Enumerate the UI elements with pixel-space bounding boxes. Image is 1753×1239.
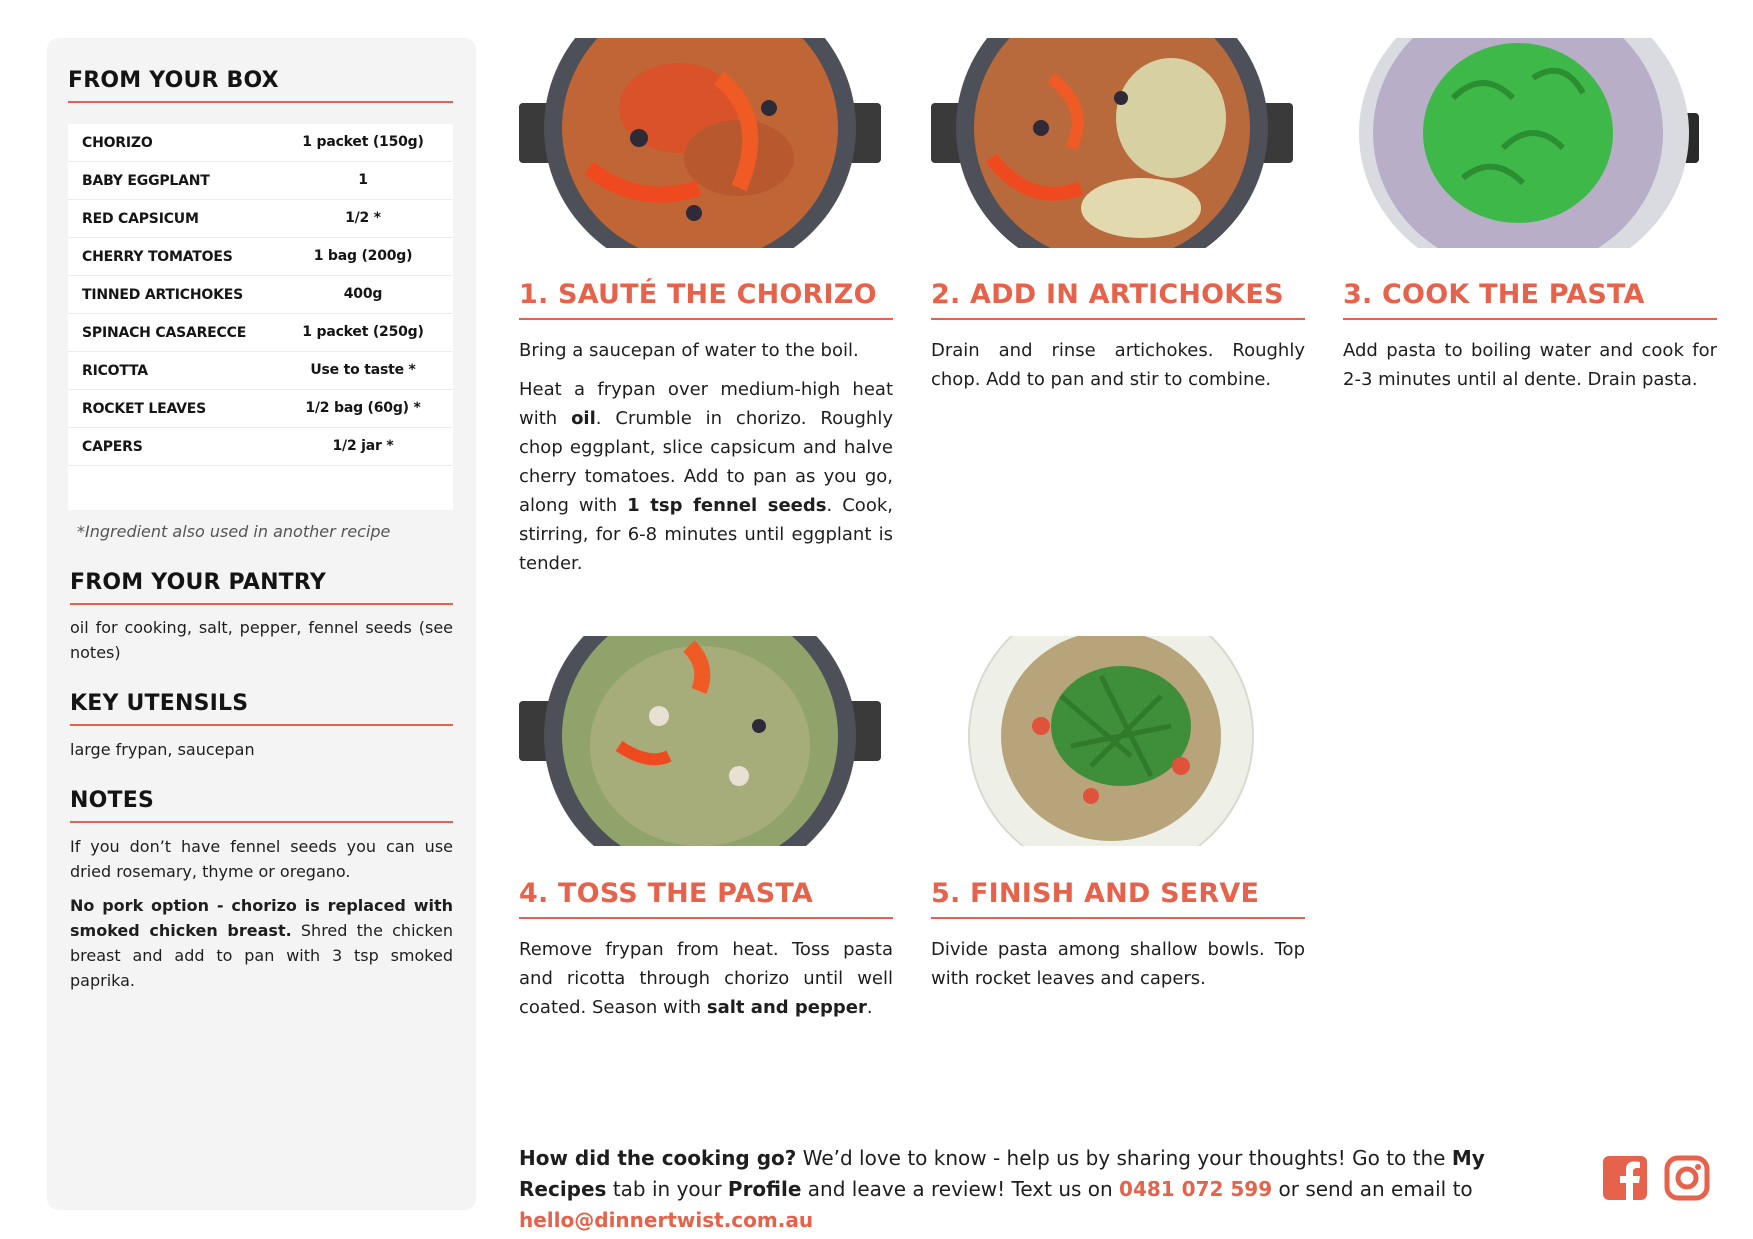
ingredients-panel: [47, 38, 476, 1210]
ingredient-qty: 400g: [343, 286, 383, 302]
step-bold-text: 1 tsp fennel seeds: [627, 495, 827, 516]
utensils-text: large frypan, saucepan: [70, 740, 255, 759]
step-1-text-1: Bring a saucepan of water to the boil.: [519, 340, 859, 361]
footer-text: or send an email to: [1272, 1177, 1473, 1201]
notes-rest-text: Shred the chicken breast and add to pan with 3 tsp smoked paprika.: [70, 921, 453, 990]
step-1-text-2: [519, 375, 893, 578]
step-4-title: 4. TOSS THE PASTA: [519, 878, 893, 919]
footer-text: We’d love to know - help us by sharing your thoughts! Go to the: [796, 1146, 1452, 1170]
ingredient-qty: 1: [358, 172, 368, 188]
ingredient-name: TINNED ARTICHOKES: [82, 287, 243, 303]
step-5-photo: [931, 636, 1293, 846]
ingredient-qty: 1 packet (250g): [302, 324, 424, 340]
ingredient-qty: Use to taste *: [310, 362, 416, 378]
footer-text: tab in your: [606, 1177, 728, 1201]
step-bold-text: oil: [571, 408, 596, 429]
step-1-photo: [519, 38, 881, 248]
box-section-title: FROM YOUR BOX: [68, 68, 453, 103]
step-1-body: [519, 336, 893, 588]
ingredient-name: RED CAPSICUM: [82, 211, 199, 227]
ingredient-row: [68, 200, 453, 238]
step-3-text: Add pasta to boiling water and cook for 2-3 minutes until al dente. Drain pasta.: [1343, 340, 1717, 390]
step-1-title: 1. SAUTÉ THE CHORIZO: [519, 279, 893, 320]
ingredient-name: ROCKET LEAVES: [82, 401, 207, 417]
step-4-text: [519, 935, 893, 1022]
notes-text-2: [70, 893, 453, 993]
phone-number-link[interactable]: 0481 072 599: [1119, 1177, 1273, 1201]
notes-text-1: If you don’t have fennel seeds you can use dried rosemary, thyme or oregano.: [70, 837, 453, 881]
ingredient-row: [68, 428, 453, 466]
step-5-body: [931, 935, 1305, 1003]
step-bold-text: salt and pepper: [706, 997, 867, 1018]
step-4-photo: [519, 636, 881, 846]
ingredient-row: [68, 162, 453, 200]
footer-text: and leave a review! Text us on: [801, 1177, 1120, 1201]
ingredient-row: [68, 314, 453, 352]
step-text: . Crumble in chorizo. Roughly chop eggplant, slice capsicum and halve cherry tomatoes. Add to pan as you go, along with: [519, 408, 893, 516]
step-3-photo: [1343, 38, 1705, 248]
ingredient-qty: 1/2 jar *: [332, 438, 394, 454]
utensils-section-title: KEY UTENSILS: [70, 691, 453, 726]
step-2-title: 2. ADD IN ARTICHOKES: [931, 279, 1305, 320]
step-2-text: Drain and rinse artichokes. Roughly chop. Add to pan and stir to combine.: [931, 340, 1305, 390]
feedback-footer: [519, 1143, 1579, 1236]
ingredients-table: [68, 124, 453, 510]
notes-section-title: NOTES: [70, 788, 453, 823]
ingredient-qty: 1 bag (200g): [313, 248, 413, 264]
step-5-text: Divide pasta among shallow bowls. Top with rocket leaves and capers.: [931, 939, 1305, 989]
step-4-body: [519, 935, 893, 1032]
ingredient-row: [68, 352, 453, 390]
notes-bold-text: No pork option - chorizo is replaced with smoked chicken breast.: [70, 896, 453, 940]
ingredient-qty: 1/2 bag (60g) *: [305, 400, 421, 416]
ingredient-qty: 1/2 *: [345, 210, 381, 226]
ingredient-row: [68, 390, 453, 428]
step-text: Heat a frypan over medium-high heat with: [519, 379, 893, 429]
ingredient-name: CHERRY TOMATOES: [82, 249, 233, 265]
ingredient-name: CHORIZO: [82, 135, 153, 151]
step-text: . Cook, stirring, for 6-8 minutes until eggplant is tender.: [519, 495, 893, 574]
ingredient-footnote: *Ingredient also used in another recipe: [77, 522, 391, 541]
profile-label: Profile: [727, 1177, 802, 1201]
pantry-section-title: FROM YOUR PANTRY: [70, 570, 453, 605]
pantry-text: oil for cooking, salt, pepper, fennel seeds (see notes): [70, 618, 453, 662]
step-3-title: 3. COOK THE PASTA: [1343, 279, 1717, 320]
email-link[interactable]: hello@dinnertwist.com.au: [519, 1208, 814, 1232]
ingredient-qty: 1 packet (150g): [302, 134, 424, 150]
ingredient-row: [68, 124, 453, 162]
step-text: Remove frypan from heat. Toss pasta and ricotta through chorizo until well coated. Season with: [519, 939, 893, 1018]
step-2-body: [931, 336, 1305, 404]
instagram-icon[interactable]: [1664, 1155, 1710, 1201]
ingredient-name: CAPERS: [82, 439, 143, 455]
step-5-title: 5. FINISH AND SERVE: [931, 878, 1305, 919]
feedback-question: How did the cooking go?: [519, 1146, 797, 1170]
ingredient-row: [68, 276, 453, 314]
ingredient-name: BABY EGGPLANT: [82, 173, 210, 189]
step-text: .: [866, 997, 873, 1018]
step-2-photo: [931, 38, 1293, 248]
my-recipes-label: My Recipes: [519, 1146, 1485, 1201]
facebook-icon[interactable]: [1602, 1155, 1648, 1201]
step-3-body: [1343, 336, 1717, 404]
ingredient-name: RICOTTA: [82, 363, 148, 379]
ingredient-name: SPINACH CASARECCE: [82, 325, 247, 341]
ingredient-row: [68, 238, 453, 276]
